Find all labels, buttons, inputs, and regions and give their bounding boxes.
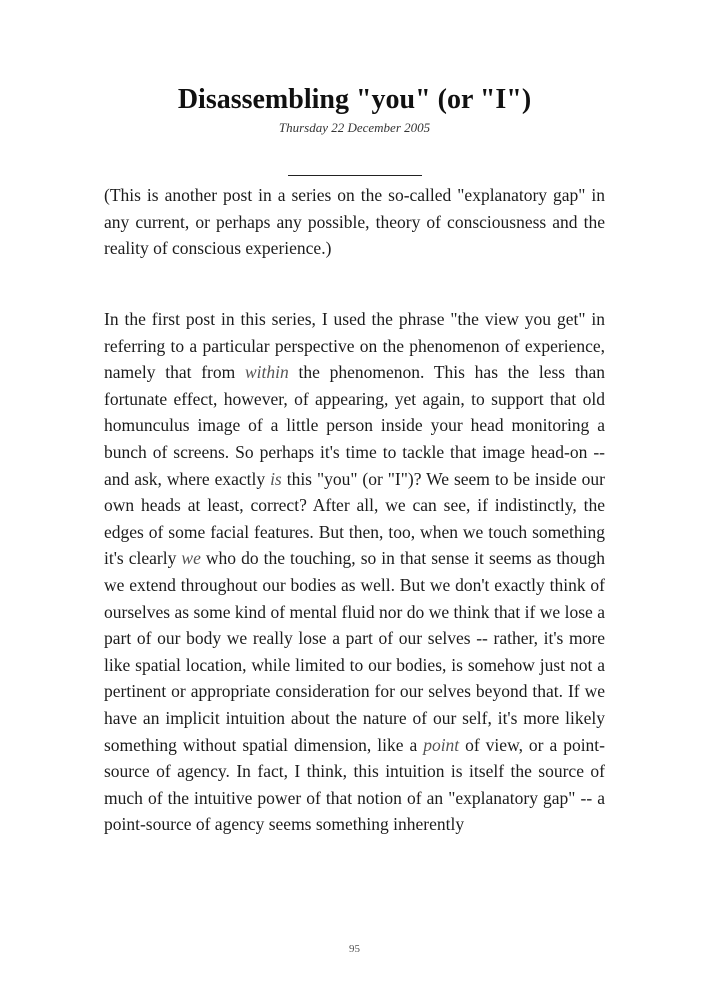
body-text: the phenomenon. This has the less than fortunate effect, however, of appearing, yet again, to support that old homunculus image of a little person inside your head monitoring a bunch of screens. So perhaps it's time to tackle that image head-on -- and ask, where exactly: [104, 362, 605, 489]
emphasis-text: within: [245, 362, 289, 383]
emphasis-text: is: [270, 468, 282, 489]
intro-paragraph: (This is another post in a series on the so-called "explanatory gap" in any current, or perhaps any possible, theory of consciousness and the reality of conscious experience.): [104, 185, 605, 259]
emphasis-text: we: [181, 548, 201, 569]
body-text: of view, or a point-source of agency. In fact, I think, this intuition is itself the source of much of the intuitive power of that notion of an "explanatory gap" -- a point-source of agency seems something inherently: [104, 734, 605, 835]
body-text: who do the touching, so in that sense it seems as though we extend throughout our bodies as well. But we don't exactly think of ourselves as some kind of mental fluid nor do we think that if we lose a part of our body we really lose a part of our selves -- rather, it's more like spatial location, while limited to our bodies, is somehow just not a pertinent or appropriate consideration for our selves beyond that. If we have an implicit intuition about the nature of our self, it's more likely something without spatial dimension, like a: [104, 548, 606, 755]
body-text: this "you" (or "I")? We seem to be inside our own heads at least, correct? After all, we can see, if indistinctly, the edges of some facial features. But then, too, when we touch something it's clearly: [104, 468, 605, 569]
body-paragraph: [104, 306, 605, 838]
post-date: Thursday 22 December 2005: [278, 120, 431, 135]
page-title: Disassembling "you" (or "I"): [177, 84, 532, 115]
emphasis-text: point: [423, 734, 460, 755]
body-text: In the first post in this series, I used the phrase "the view you get" in referring to a particular perspective on the phenomenon of experience, namely that from: [104, 309, 605, 383]
page-number: 95: [349, 943, 360, 955]
divider: [288, 175, 422, 176]
